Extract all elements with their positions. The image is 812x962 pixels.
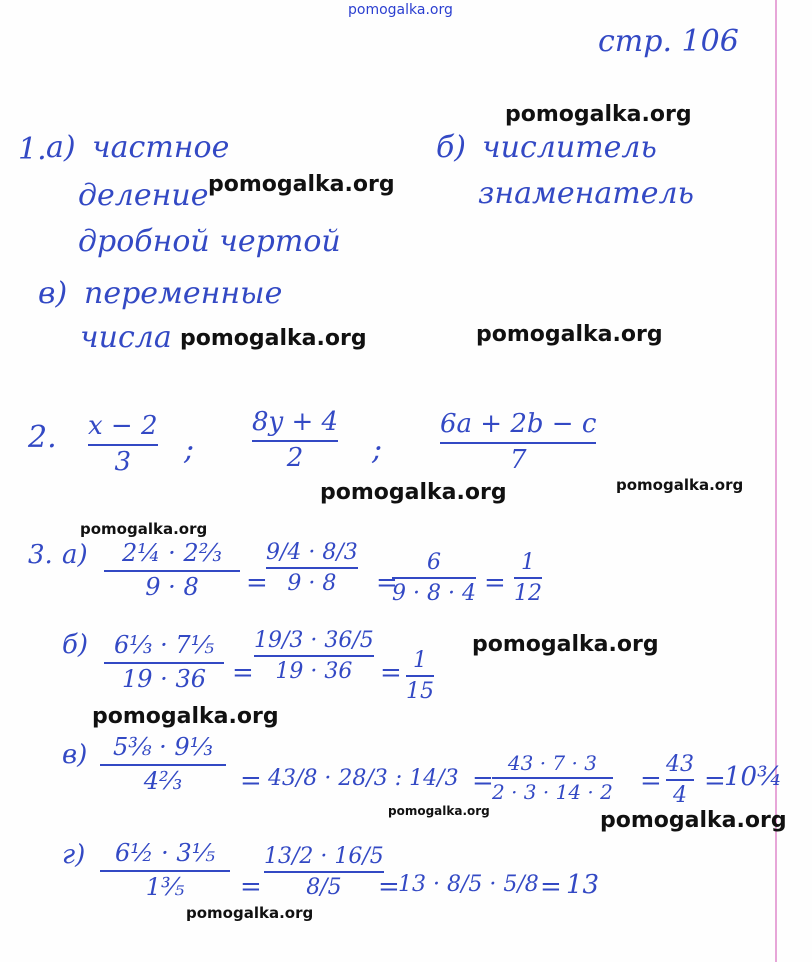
task3-a-label: а) <box>62 540 88 570</box>
task3-b-step1 <box>254 628 374 685</box>
task3-g-lhs <box>100 840 230 901</box>
task1-v-line: переменные <box>84 276 283 311</box>
watermark: pomogalka.org <box>476 322 663 347</box>
task3-v-lhs <box>100 734 226 795</box>
task1-b-line: числитель <box>482 130 657 165</box>
task1-v-label: в) <box>38 276 68 311</box>
task1-b-label: б) <box>436 130 467 165</box>
equals-sign: = <box>540 872 562 902</box>
task3-b-result <box>406 648 434 705</box>
watermark: pomogalka.org <box>92 704 279 729</box>
denominator: 8/5 <box>306 875 342 901</box>
watermark: pomogalka.org <box>180 326 367 351</box>
separator: ; <box>184 432 195 467</box>
denominator: 9 · 8 <box>145 572 199 601</box>
denominator: 19 · 36 <box>275 659 353 685</box>
equals-sign: = <box>380 658 402 688</box>
task3-a-step1 <box>266 540 358 597</box>
equals-sign: = <box>232 658 254 688</box>
equals-sign: = <box>240 872 262 902</box>
equals-sign: = <box>246 568 268 598</box>
denominator: 19 · 36 <box>122 664 206 693</box>
denominator: 7 <box>509 444 527 475</box>
numerator: 9/4 · 8/3 <box>266 540 358 565</box>
task1-v-line: числа <box>80 320 172 355</box>
denominator: 9 · 8 · 4 <box>392 581 476 607</box>
numerator: 6½ · 3⅕ <box>115 839 215 867</box>
task3-g-result: 13 <box>566 870 600 900</box>
denominator: 15 <box>406 679 434 705</box>
task3-b-label: б) <box>62 630 89 660</box>
task3-v-step1: 43/8 · 28/3 : 14/3 <box>268 766 459 791</box>
watermark: pomogalka.org <box>208 172 395 197</box>
task2-fraction-3 <box>440 410 596 476</box>
equals-sign: = <box>704 766 726 796</box>
task1-a-line: дробной чертой <box>78 224 341 259</box>
watermark: pomogalka.org <box>186 904 314 922</box>
task1-a-line: деление <box>78 178 209 213</box>
separator: ; <box>372 432 383 467</box>
equals-sign: = <box>378 872 400 902</box>
denominator: 9 · 8 <box>287 571 337 597</box>
equals-sign: = <box>484 568 506 598</box>
numerator: 2¼ · 2⅔ <box>122 539 222 567</box>
numerator: 19/3 · 36/5 <box>254 628 374 653</box>
equals-sign: = <box>240 766 262 796</box>
task3-v-step2 <box>492 752 613 804</box>
task1-a-line: частное <box>92 130 230 165</box>
task3-number: 3. <box>28 540 53 570</box>
numerator: 6 <box>426 550 441 575</box>
numerator: 43 <box>666 752 694 777</box>
task3-v-result: 10¾ <box>724 762 783 792</box>
task3-g-label: г) <box>62 840 86 870</box>
task3-a-step2 <box>392 550 476 607</box>
numerator: 13/2 · 16/5 <box>264 844 384 869</box>
watermark: pomogalka.org <box>388 804 490 818</box>
task3-a-lhs <box>104 540 240 601</box>
numerator: x − 2 <box>88 411 158 441</box>
denominator: 2 · 3 · 14 · 2 <box>492 780 613 804</box>
task3-g-step2: 13 · 8/5 · 5/8 <box>398 872 539 897</box>
numerator: 6a + 2b − c <box>440 409 597 439</box>
task1-a-label: а) <box>46 130 76 165</box>
numerator: 43 · 7 · 3 <box>507 751 597 775</box>
denominator: 4⅔ <box>143 766 183 795</box>
denominator: 2 <box>286 442 304 473</box>
watermark-top: pomogalka.org <box>348 2 453 18</box>
denominator: 3 <box>114 446 132 477</box>
task2-fraction-1 <box>88 412 158 478</box>
task2-fraction-2 <box>252 408 338 474</box>
numerator: 5⅜ · 9⅓ <box>113 733 213 761</box>
task3-a-result <box>514 550 542 607</box>
equals-sign: = <box>640 766 662 796</box>
watermark: pomogalka.org <box>616 476 744 494</box>
denominator: 1⅗ <box>145 872 185 901</box>
task3-b-lhs <box>104 632 224 693</box>
page-number: стр. 106 <box>598 24 739 59</box>
watermark: pomogalka.org <box>505 102 692 127</box>
denominator: 4 <box>673 783 687 809</box>
numerator: 1 <box>413 648 427 673</box>
denominator: 12 <box>514 581 542 607</box>
task3-v-label: в) <box>62 740 88 770</box>
task1-number: 1. <box>18 132 47 167</box>
task2-number: 2. <box>28 420 57 455</box>
numerator: 6⅓ · 7⅕ <box>114 631 214 659</box>
watermark: pomogalka.org <box>472 632 659 657</box>
numerator: 8y + 4 <box>252 407 339 437</box>
equals-sign: = <box>472 766 494 796</box>
watermark: pomogalka.org <box>320 480 507 505</box>
task3-g-step1 <box>264 844 384 901</box>
numerator: 1 <box>521 550 535 575</box>
task3-v-step3 <box>666 752 694 809</box>
equals-sign: = <box>376 568 398 598</box>
watermark: pomogalka.org <box>80 520 208 538</box>
watermark: pomogalka.org <box>600 808 787 833</box>
task1-b-line: знаменатель <box>478 176 694 211</box>
